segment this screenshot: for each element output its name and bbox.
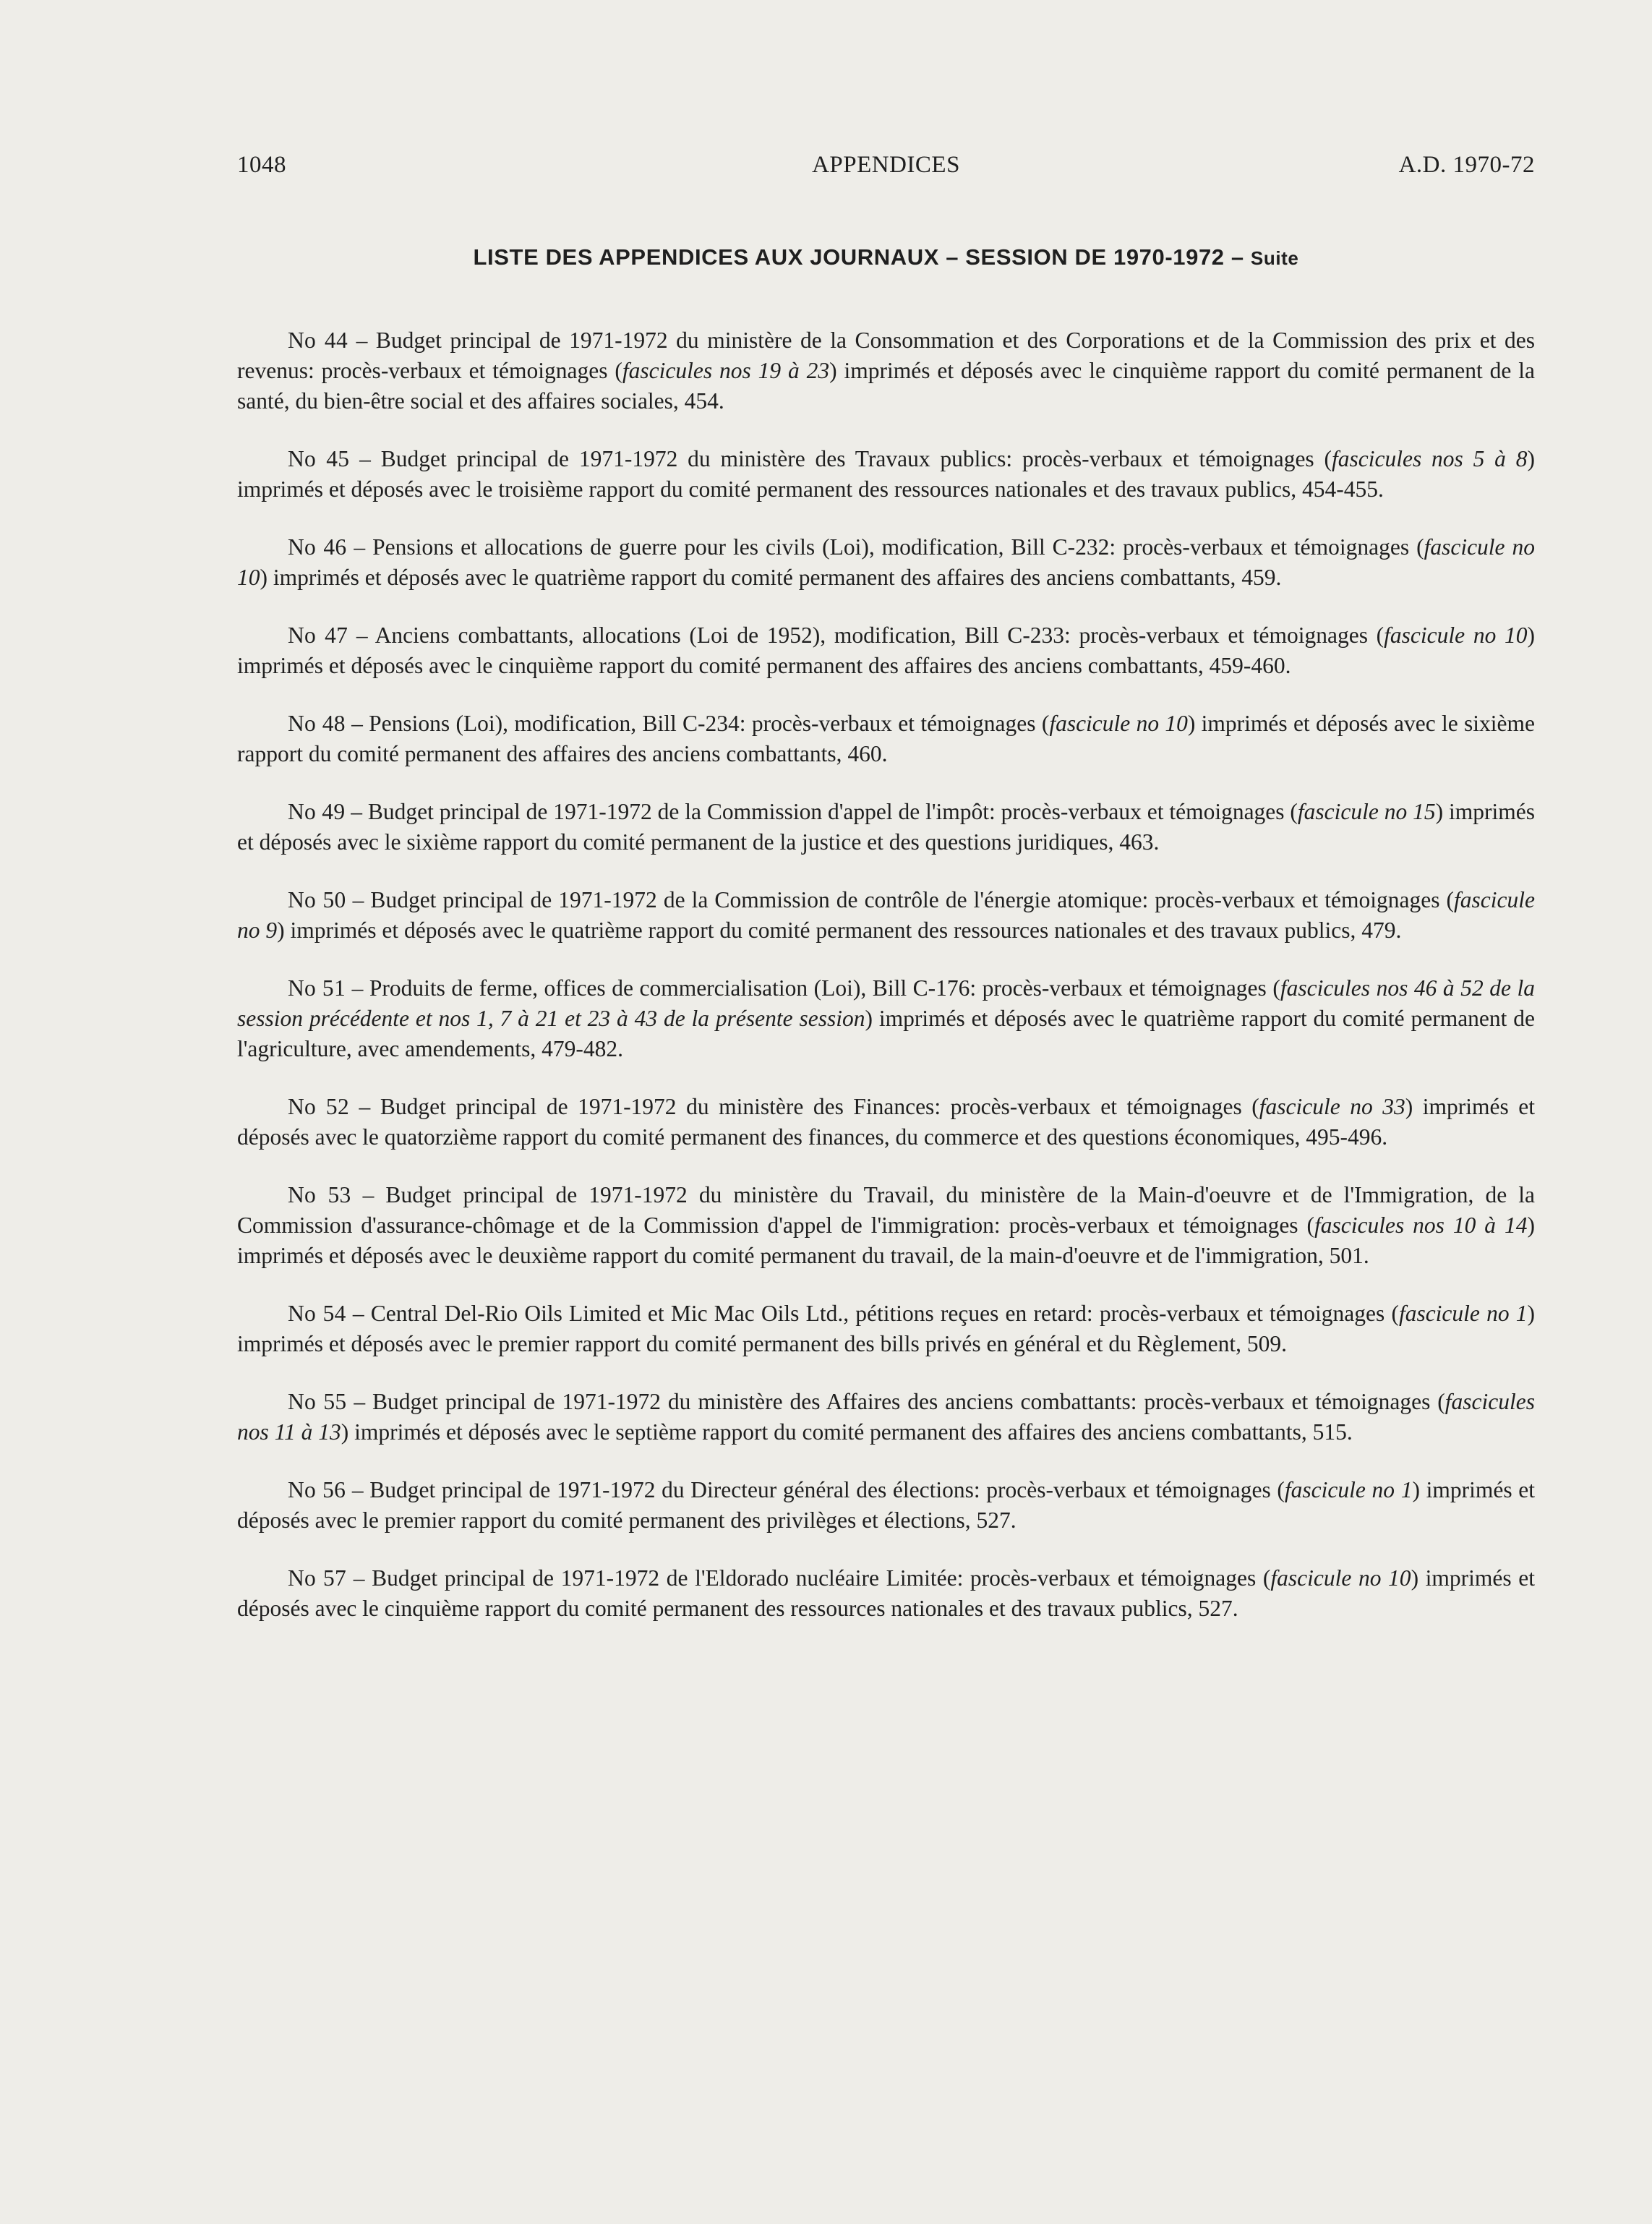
- list-item: [237, 1092, 1535, 1152]
- fascicule-ref: fascicule no 9: [237, 887, 1535, 943]
- appendix-number: No 51: [288, 975, 346, 1001]
- entry-text: – Budget principal de 1971-1972 du ministère des Travaux publics: procès-verbaux et témoignages (: [349, 446, 1332, 471]
- entry-text-end: ) imprimés et déposés avec le sixième rapport du comité permanent de la justice et des questions juridiques, 463.: [237, 799, 1536, 855]
- entry-text: – Budget principal de 1971-1972 du ministère des Affaires des anciens combattants: procès-verbaux et témoignages (: [346, 1389, 1445, 1414]
- appendix-number: No 50: [288, 887, 346, 912]
- list-item: [237, 1563, 1535, 1624]
- fascicule-ref: fascicule no 15: [1297, 799, 1436, 824]
- list-item: [237, 1475, 1535, 1536]
- list-item: [237, 973, 1535, 1064]
- list-item: [237, 709, 1535, 769]
- appendix-number: No 55: [288, 1389, 347, 1414]
- entry-text: – Anciens combattants, allocations (Loi de 1952), modification, Bill C-233: procès-verbaux et témoignages (: [348, 623, 1384, 648]
- appendix-list: [237, 325, 1535, 1624]
- appendix-number: No 57: [288, 1565, 347, 1591]
- fascicule-ref: fascicule no 10: [1270, 1565, 1411, 1591]
- list-item: [237, 1180, 1535, 1271]
- fascicule-ref: fascicule no 33: [1259, 1094, 1405, 1119]
- list-item: [237, 1299, 1535, 1359]
- fascicule-ref: fascicules nos 5 à 8: [1332, 446, 1528, 471]
- appendix-number: No 44: [288, 328, 348, 353]
- fascicule-ref: fascicule no 1: [1398, 1301, 1528, 1326]
- entry-text: – Budget principal de 1971-1972 du Directeur général des élections: procès-verbaux et témoignages (: [346, 1477, 1285, 1502]
- entry-text: – Produits de ferme, offices de commercialisation (Loi), Bill C-176: procès-verbaux et témoignages (: [346, 975, 1280, 1001]
- appendix-number: No 56: [288, 1477, 346, 1502]
- entry-text: – Central Del-Rio Oils Limited et Mic Mac Oils Ltd., pétitions reçues en retard: procès-verbaux et témoignages (: [346, 1301, 1399, 1326]
- list-item: [237, 797, 1535, 857]
- appendix-number: No 47: [288, 623, 348, 648]
- entry-text-end: ) imprimés et déposés avec le premier rapport du comité permanent des privilèges et élections, 527.: [237, 1477, 1536, 1533]
- entry-text: – Budget principal de 1971-1972 de la Commission d'appel de l'impôt: procès-verbaux et témoignages (: [345, 799, 1298, 824]
- appendix-number: No 54: [288, 1301, 346, 1326]
- entry-text: – Pensions et allocations de guerre pour les civils (Loi), modification, Bill C-232: procès-verbaux et témoignages (: [346, 534, 1424, 560]
- appendix-number: No 48: [288, 711, 346, 736]
- entry-text: – Budget principal de 1971-1972 du ministère de la Consommation et des Corporations et de la Commission des prix et des revenus: procès-verbaux et témoignages (: [237, 328, 1535, 383]
- entry-text-end: ) imprimés et déposés avec le quatorzième rapport du comité permanent des finances, du commerce et des questions économiques, 495-496.: [237, 1094, 1536, 1150]
- entry-text: – Budget principal de 1971-1972 de l'Eldorado nucléaire Limitée: procès-verbaux et témoignages (: [346, 1565, 1271, 1591]
- running-header: [237, 152, 1535, 188]
- list-item: [237, 885, 1535, 946]
- entry-text-end: ) imprimés et déposés avec le cinquième rapport du comité permanent des ressources nationales et des travaux publics, 527.: [237, 1565, 1535, 1621]
- fascicule-ref: fascicules nos 46 à 52 de la session précédente et nos 1, 7 à 21 et 23 à 43 de la présente session: [237, 975, 1535, 1031]
- header-title: APPENDICES: [812, 152, 960, 178]
- appendix-number: No 49: [288, 799, 346, 824]
- fascicule-ref: fascicule no 10: [237, 534, 1535, 590]
- fascicule-ref: fascicule no 1: [1284, 1477, 1413, 1502]
- entry-text-end: ) imprimés et déposés avec le troisième rapport du comité permanent des ressources nationales et des travaux publics, 454-455.: [237, 446, 1535, 502]
- document-page: [237, 152, 1535, 1651]
- appendix-number: No 45: [288, 446, 350, 471]
- appendix-number: No 46: [288, 534, 347, 560]
- entry-text-end: ) imprimés et déposés avec le deuxième rapport du comité permanent du travail, de la main-d'oeuvre et de l'immigration, 501.: [237, 1212, 1535, 1268]
- entry-text: – Budget principal de 1971-1972 du ministère du Travail, du ministère de la Main-d'oeuvre et de l'Immigration, de la Commission d'assurance-chômage et de la Commission d'appel de l'immigration: procès-verbaux et témoignages (: [237, 1182, 1535, 1238]
- entry-text-end: ) imprimés et déposés avec le sixième rapport du comité permanent des affaires des anciens combattants, 460.: [237, 711, 1535, 766]
- fascicule-ref: fascicule no 10: [1384, 623, 1528, 648]
- list-item: [237, 444, 1535, 505]
- header-years: A.D. 1970-72: [1398, 152, 1535, 178]
- entry-text: – Budget principal de 1971-1972 du ministère des Finances: procès-verbaux et témoignages (: [349, 1094, 1259, 1119]
- entry-text: – Pensions (Loi), modification, Bill C-234: procès-verbaux et témoignages (: [345, 711, 1050, 736]
- fascicule-ref: fascicules nos 19 à 23: [622, 358, 830, 383]
- entry-text-end: ) imprimés et déposés avec le cinquième rapport du comité permanent des affaires des anciens combattants, 459-460.: [237, 623, 1536, 678]
- list-item: [237, 1387, 1535, 1447]
- entry-text-end: ) imprimés et déposés avec le premier rapport du comité permanent des bills privés en général et du Règlement, 509.: [237, 1301, 1535, 1356]
- list-item: [237, 325, 1535, 416]
- fascicule-ref: fascicules nos 11 à 13: [237, 1389, 1536, 1445]
- fascicule-ref: fascicules nos 10 à 14: [1314, 1212, 1528, 1238]
- section-title-suite: Suite: [1250, 247, 1299, 269]
- entry-text: – Budget principal de 1971-1972 de la Commission de contrôle de l'énergie atomique: procès-verbaux et témoignages (: [346, 887, 1455, 912]
- entry-text-end: ) imprimés et déposés avec le cinquième rapport du comité permanent de la santé, du bien-être social et des affaires sociales, 454.: [237, 358, 1535, 414]
- appendix-number: No 52: [288, 1094, 350, 1119]
- list-item: [237, 532, 1535, 593]
- fascicule-ref: fascicule no 10: [1049, 711, 1188, 736]
- entry-text-end: ) imprimés et déposés avec le septième rapport du comité permanent des affaires des anciens combattants, 515.: [341, 1419, 1353, 1445]
- entry-text-end: ) imprimés et déposés avec le quatrième rapport du comité permanent des ressources nationales et des travaux publics, 479.: [277, 918, 1402, 943]
- entry-text-end: ) imprimés et déposés avec le quatrième rapport du comité permanent de l'agriculture, avec amendements, 479-482.: [237, 1006, 1535, 1061]
- page-number: 1048: [237, 152, 286, 178]
- entry-text-end: ) imprimés et déposés avec le quatrième rapport du comité permanent des affaires des anciens combattants, 459.: [260, 565, 1282, 590]
- appendix-number: No 53: [288, 1182, 351, 1207]
- section-title: [237, 244, 1535, 270]
- section-title-main: LISTE DES APPENDICES AUX JOURNAUX – SESSION DE 1970-1972 –: [473, 244, 1244, 270]
- list-item: [237, 620, 1535, 681]
